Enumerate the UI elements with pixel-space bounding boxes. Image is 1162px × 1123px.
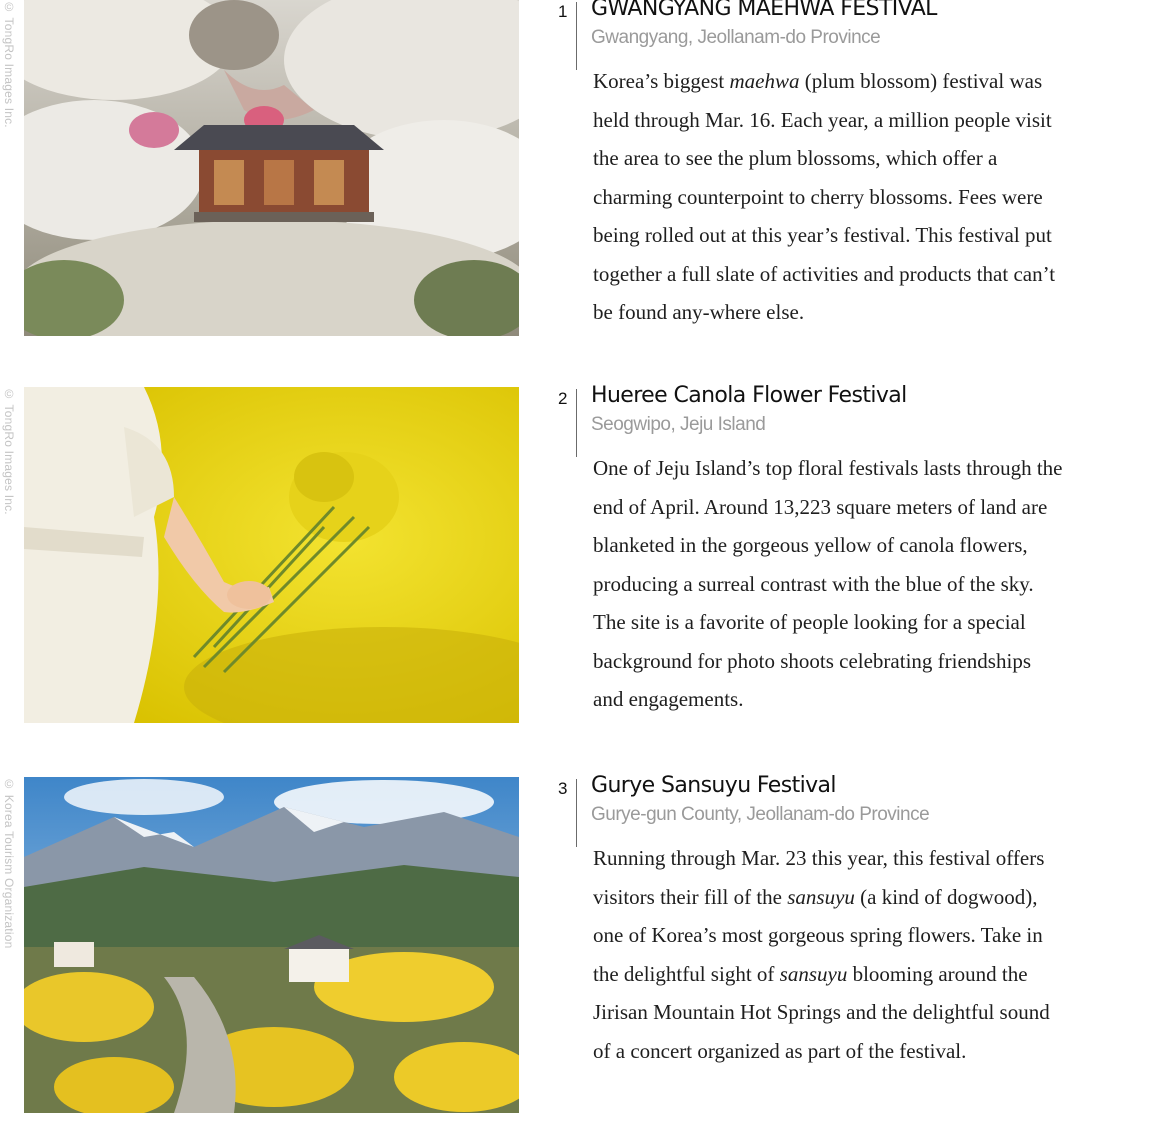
festival-location: Gurye-gun County, Jeollanam-do Province xyxy=(591,804,930,825)
description-line: One of Jeju Island’s top floral festivals lasts through the xyxy=(593,456,1063,480)
festival-photo-canola xyxy=(24,387,519,723)
entry-number: 3 xyxy=(558,779,568,798)
description-line: visitors their fill of the sansuyu (a kind of dogwood), xyxy=(593,884,1038,909)
festival-title: Hueree Canola Flower Festival xyxy=(591,383,907,408)
description-line: of a concert organized as part of the festival. xyxy=(593,1038,967,1063)
description-line: be found any-where else. xyxy=(593,300,805,324)
festival-description xyxy=(593,62,1118,332)
heading-divider xyxy=(576,389,577,457)
festival-title: Gurye Sansuyu Festival xyxy=(591,773,836,798)
heading-divider xyxy=(576,779,577,847)
description-line: The site is a favorite of people looking for a special xyxy=(593,610,1026,634)
festival-description xyxy=(593,449,1118,719)
description-line: being rolled out at this year’s festival. This festival put xyxy=(593,223,1052,247)
description-line: background for photo shoots celebrating friendships xyxy=(593,648,1031,673)
heading-divider xyxy=(576,2,577,70)
festival-location: Seogwipo, Jeju Island xyxy=(591,414,766,435)
description-line: charming counterpoint to cherry blossoms. Fees were xyxy=(593,184,1043,209)
photo-credit: © TongRo Images Inc. xyxy=(2,0,16,128)
festival-photo-sansuyu xyxy=(24,777,519,1113)
entry-number: 2 xyxy=(558,389,568,408)
description-line: the delightful sight of sansuyu blooming around the xyxy=(593,961,1028,986)
description-line: Jirisan Mountain Hot Springs and the delightful sound xyxy=(593,1000,1050,1024)
description-line: and engagements. xyxy=(593,687,744,711)
description-line: producing a surreal contrast with the blue of the sky. xyxy=(593,571,1034,596)
description-line: together a full slate of activities and products that can’t xyxy=(593,261,1056,286)
photo-credit: © TongRo Images Inc. xyxy=(2,387,16,515)
description-line: Running through Mar. 23 this year, this festival offers xyxy=(593,846,1045,870)
festival-description xyxy=(593,839,1118,1070)
photo-credit: © Korea Tourism Organization xyxy=(2,777,16,949)
festival-location: Gwangyang, Jeollanam-do Province xyxy=(591,27,881,48)
description-line: end of April. Around 13,223 square meters of land are xyxy=(593,494,1048,519)
entry-number: 1 xyxy=(558,2,568,21)
description-line: one of Korea’s most gorgeous spring flowers. Take in xyxy=(593,923,1043,947)
description-line: the area to see the plum blossoms, which offer a xyxy=(593,146,998,170)
festival-title: GWANGYANG MAEHWA FESTIVAL xyxy=(591,0,937,21)
festival-photo-plum-blossom xyxy=(24,0,519,336)
description-line: Korea’s biggest maehwa (plum blossom) festival was xyxy=(593,69,1043,93)
description-line: held through Mar. 16. Each year, a million people visit xyxy=(593,107,1052,132)
description-line: blanketed in the gorgeous yellow of canola flowers, xyxy=(593,533,1028,557)
